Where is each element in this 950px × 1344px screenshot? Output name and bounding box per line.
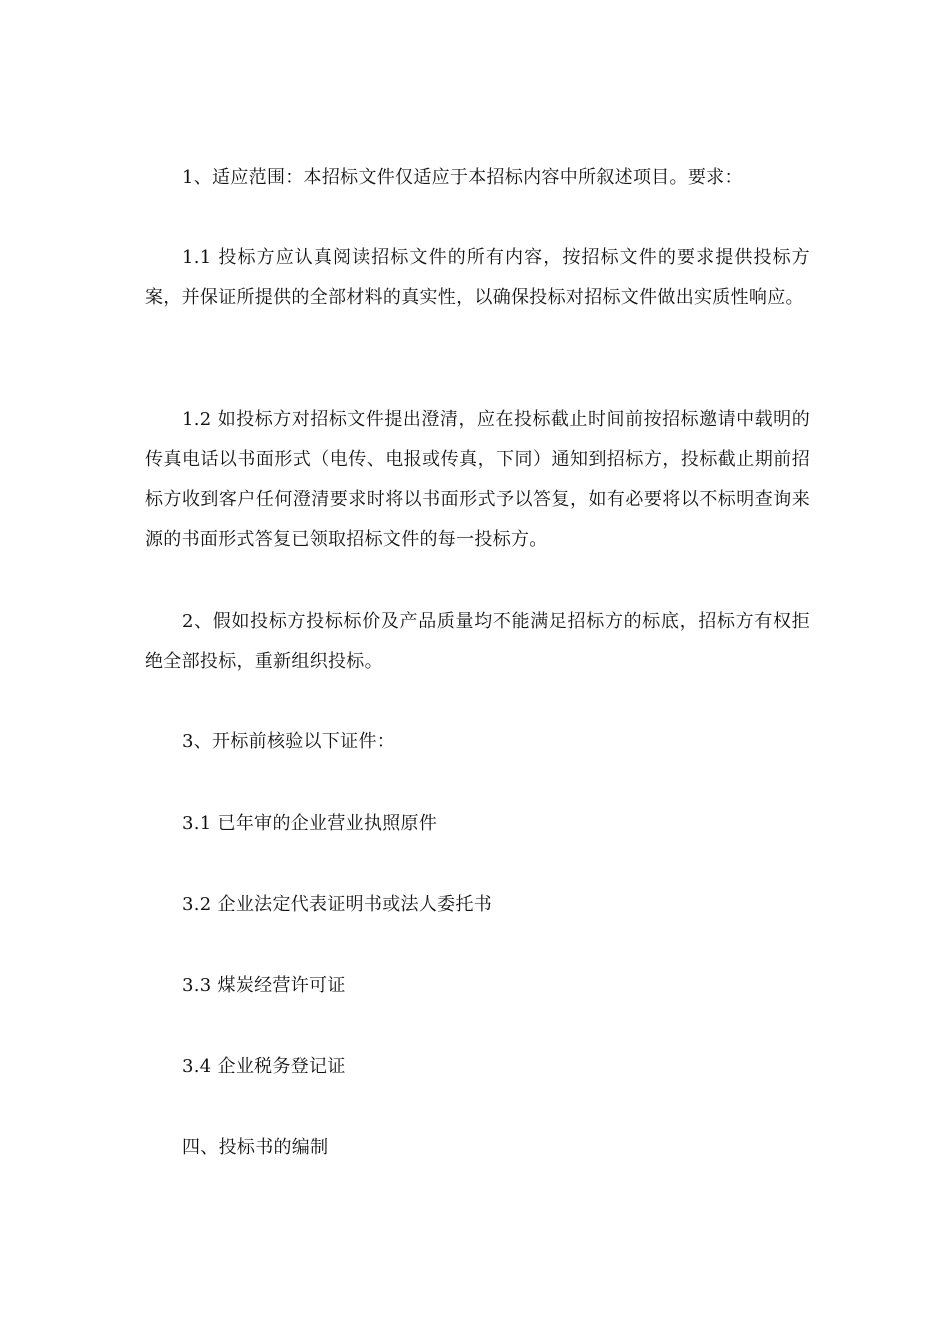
paragraph-3: 3、开标前核验以下证件： xyxy=(182,731,396,752)
paragraph-1-2: 1.2 如投标方对招标文件提出澄清，应在投标截止时间前按招标邀请中载明的传真电话以书面形式（电传、电报或传真，下同）通知到招标方，投标截止期前招标方收到客户任何澄清要求时将以书面形式予以答复，如有必要将以不标明查询来源的书面形式答复已领取招标文件的每一投标方。 xyxy=(145,409,810,550)
paragraph-scope: 1、适应范围：本招标文件仅适应于本招标内容中所叙述项目。要求： xyxy=(182,167,743,188)
paragraph-3-1: 3.1 已年审的企业营业执照原件 xyxy=(182,813,438,834)
paragraph-3-4: 3.4 企业税务登记证 xyxy=(182,1056,346,1077)
section-heading-4: 四、投标书的编制 xyxy=(182,1137,329,1158)
paragraph-1-1: 1.1 投标方应认真阅读招标文件的所有内容，按招标文件的要求提供投标方案，并保证所提供的全部材料的真实性，以确保投标对招标文件做出实质性响应。 xyxy=(145,247,810,308)
paragraph-2: 2、假如投标方投标标价及产品质量均不能满足招标方的标底，招标方有权拒绝全部投标，重新组织投标。 xyxy=(145,611,810,672)
paragraph-3-2: 3.2 企业法定代表证明书或法人委托书 xyxy=(182,894,493,915)
paragraph-3-3: 3.3 煤炭经营许可证 xyxy=(182,975,346,996)
